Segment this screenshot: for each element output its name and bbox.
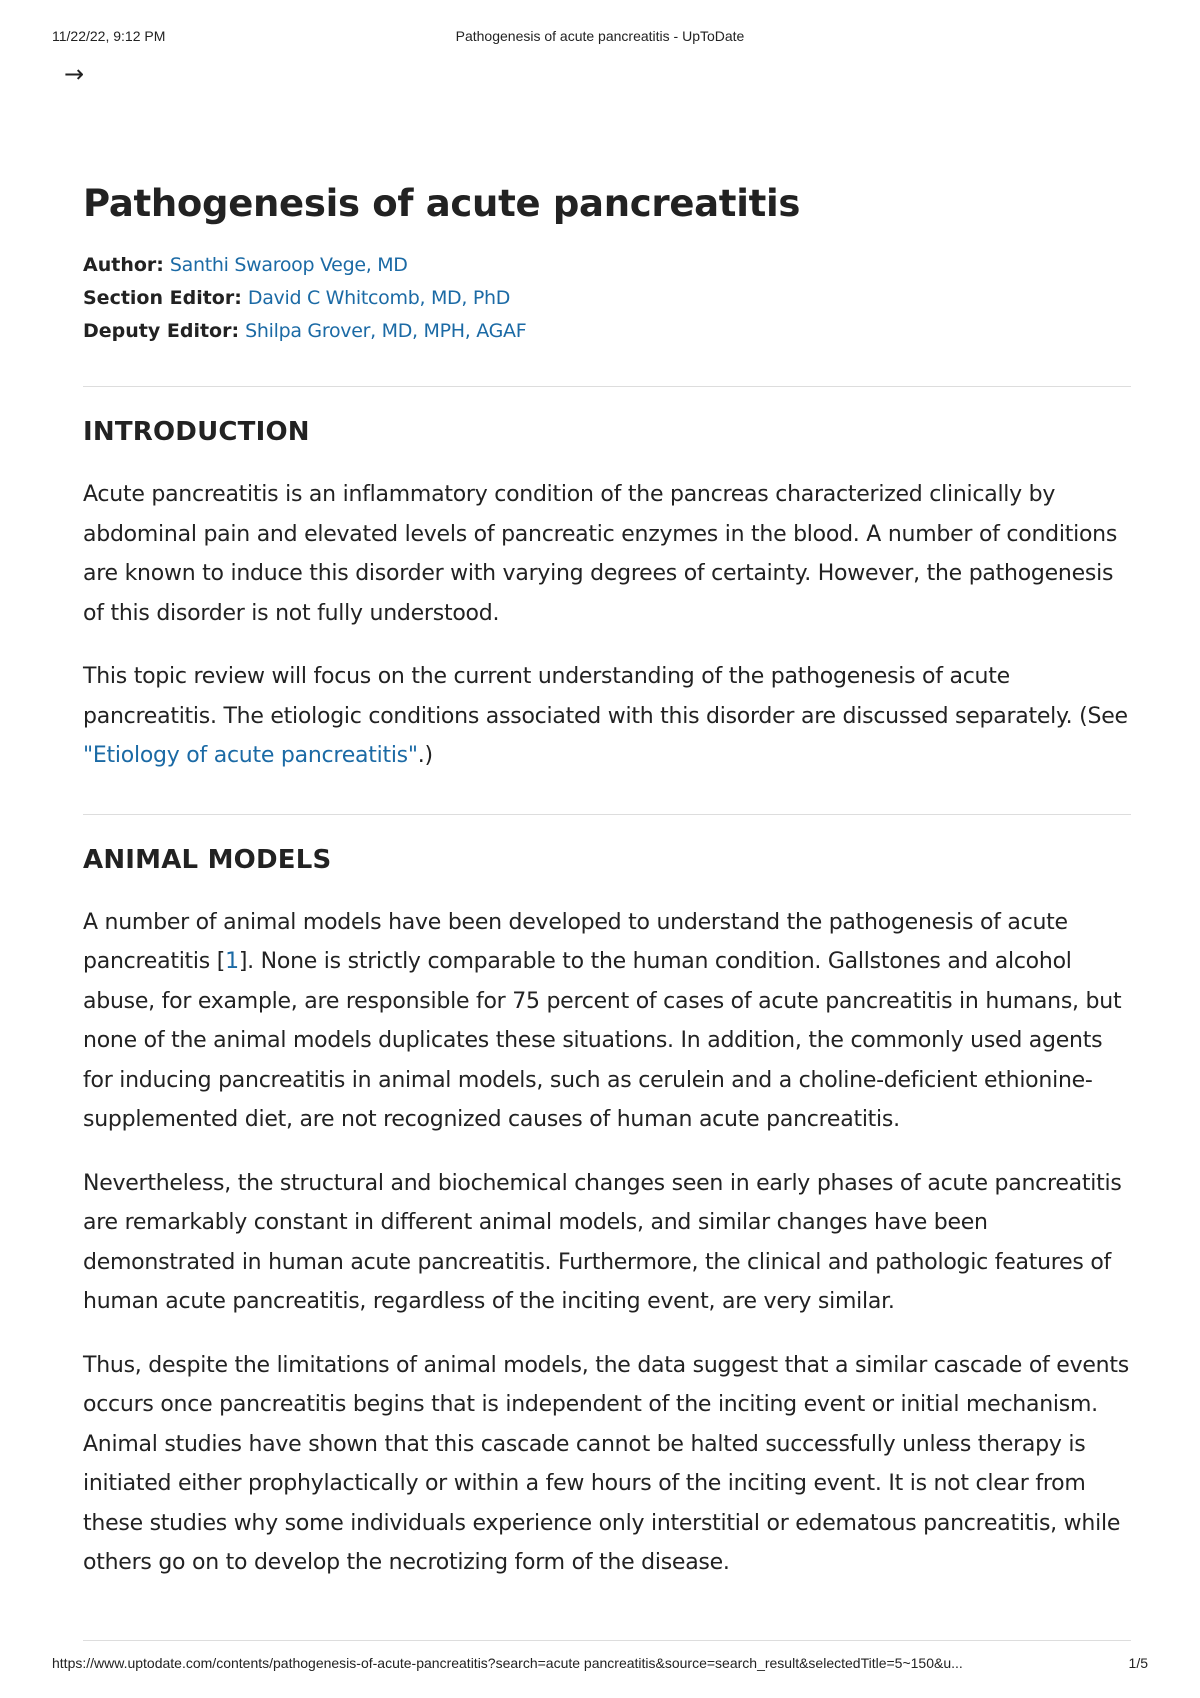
animal-models-heading: ANIMAL MODELS xyxy=(83,844,332,875)
article xyxy=(83,182,1131,1607)
arrow-right-icon[interactable]: → xyxy=(64,60,85,88)
article-title: Pathogenesis of acute pancreatitis xyxy=(83,182,801,225)
animal-models-paragraph-2: Nevertheless, the structural and biochemical changes seen in early phases of acute pancreatitis are remarkably constant in different animal models, and similar changes have been demonstrated in human acute pancreatitis. Furthermore, the clinical and pathologic features of human acute pancreatitis, regardless of the inciting event, are very similar. xyxy=(83,1170,1122,1314)
intro-p2-text: This topic review will focus on the current understanding of the pathogenesis of acute pancreatitis. The etiologic conditions associated with this disorder are discussed separately. (See xyxy=(83,664,1128,729)
deputy-editor-label: Deputy Editor: xyxy=(83,320,240,342)
introduction-paragraph-2 xyxy=(83,657,1131,776)
intro-p2-tail: .) xyxy=(417,743,433,768)
animal-models-paragraph-3: Thus, despite the limitations of animal models, the data suggest that a similar cascade of events occurs once pancreatitis begins that is independent of the inciting event or initial mechanism. Animal studies have shown that this cascade cannot be halted successfully unless therapy is initiated either prophylactically or within a few hours of the inciting event. It is not clear from these studies why some individuals experience only interstitial or edematous pancreatitis, while others go on to develop the necrotizing form of the disease. xyxy=(83,1352,1129,1575)
section-editor-line xyxy=(83,282,1131,315)
section-editor-link[interactable]: David C Whitcomb, MD, PhD xyxy=(247,287,511,309)
section-divider xyxy=(83,814,1131,815)
deputy-editor-link[interactable]: Shilpa Grover, MD, MPH, AGAF xyxy=(245,320,527,342)
deputy-editor-line xyxy=(83,315,1131,348)
am-p1-text: A number of animal models have been developed to understand the pathogenesis of acute pancreatitis [ xyxy=(83,909,1068,974)
print-url: https://www.uptodate.com/contents/pathogenesis-of-acute-pancreatitis?search=acute pancreatitis&source=search_result&selectedTitle=5~150&u... xyxy=(52,1655,963,1671)
article-meta xyxy=(83,249,1131,348)
am-p1-tail: ]. None is strictly comparable to the human condition. Gallstones and alcohol abuse, for example, are responsible for 75 percent of cases of acute pancreatitis in humans, but none of the animal models duplicates these situations. In addition, the commonly used agents for inducing pancreatitis in animal models, such as cerulein and a choline-deficient ethionine-supplemented diet, are not recognized causes of human acute pancreatitis. xyxy=(83,949,1122,1132)
section-editor-label: Section Editor: xyxy=(83,287,242,309)
footer-divider xyxy=(83,1640,1131,1641)
section-divider xyxy=(83,386,1131,387)
introduction-paragraph-1: Acute pancreatitis is an inflammatory condition of the pancreas characterized clinically by abdominal pain and elevated levels of pancreatic enzymes in the blood. A number of conditions are known to induce this disorder with varying degrees of certainty. However, the pathogenesis of this disorder is not fully understood. xyxy=(83,482,1118,626)
print-datetime: 11/22/22, 9:12 PM xyxy=(52,28,166,44)
animal-models-paragraph-1 xyxy=(83,903,1131,1140)
print-page-title: Pathogenesis of acute pancreatitis - UpToDate xyxy=(455,28,745,44)
page-number: 1/5 xyxy=(1128,1655,1148,1671)
introduction-heading: INTRODUCTION xyxy=(83,417,310,447)
author-link[interactable]: Santhi Swaroop Vege, MD xyxy=(169,254,408,276)
author-line xyxy=(83,249,1131,282)
etiology-link[interactable]: "Etiology of acute pancreatitis" xyxy=(83,743,418,768)
author-label: Author: xyxy=(83,254,164,276)
reference-link-1[interactable]: 1 xyxy=(225,949,239,974)
